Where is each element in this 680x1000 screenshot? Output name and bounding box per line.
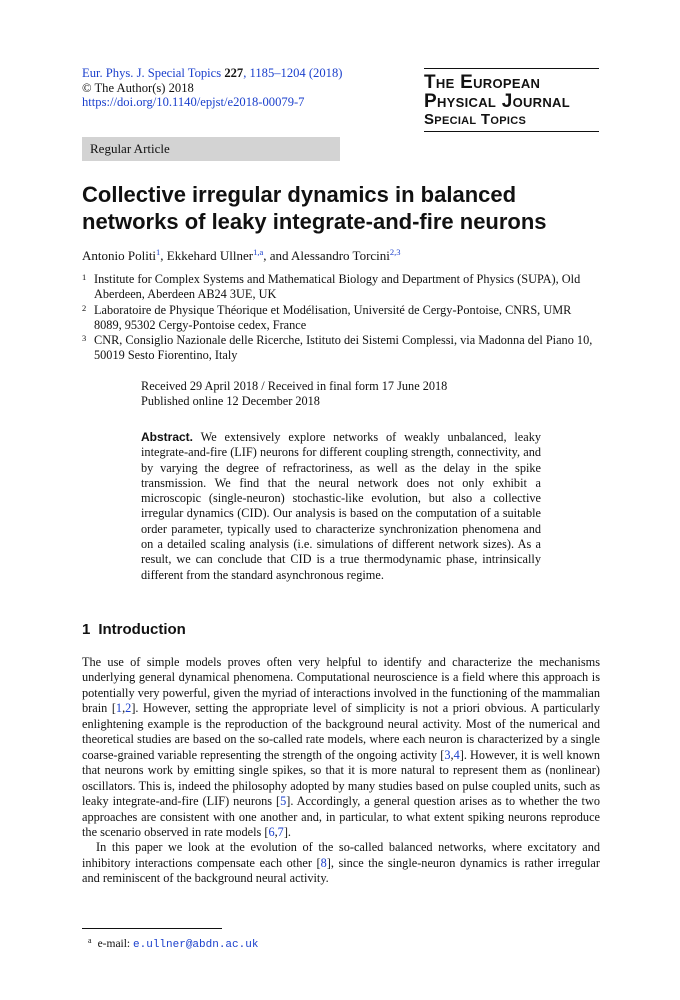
- affiliation-ref[interactable]: 2,3: [389, 247, 401, 257]
- citation-link[interactable]: 7: [277, 824, 284, 839]
- abstract-label: Abstract.: [141, 430, 194, 444]
- journal-link[interactable]: Eur. Phys. J. Special Topics 227, 1185–1204 (2018): [82, 66, 343, 80]
- abstract: [141, 430, 541, 583]
- paper-title: Collective irregular dynamics in balanced networks of leaky integrate-and-fire neurons: [82, 182, 547, 234]
- received-date: Received 29 April 2018 / Received in final form 17 June 2018: [141, 379, 448, 393]
- footnote-divider: [82, 928, 222, 929]
- paragraph: The use of simple models proves often very helpful to identify and characterize the mechanisms underlying general dynamical phenomena. Computational neuroscience is a field where this approach is potentially very powerful, given the myriad of interactions involved in the functioning of the mammalian brain [1,2]. However, setting the appropriate level of simplicity is not a priori obvious. A particularly enlightening example is the reproduction of the background neural activity. Most of the numerical and theoretical studies are based on the so-called rate models, where each neuron is characterized by a single coarse-grained variable representing the strength of the ongoing activity [3,4]. However, it is well known that neurons work by emitting single spikes, so that it is more natural to represent them as (nonlinear) oscillators. This is, indeed the philosophy adopted by many studies based on pulse coupled units, such as leaky integrate-and-fire (LIF) neurons [5]. Accordingly, a general question arises as to whether the two approaches are consistent with one another and, in particular, to what extent spiking neurons reproduce the scenario observed in rate models [6,7].: [82, 655, 600, 839]
- journal-volume: 227: [224, 66, 244, 80]
- citation-link[interactable]: 2: [125, 701, 132, 716]
- affiliation-item: 2 Laboratoire de Physique Théorique et Modélisation, Université de Cergy-Pontoise, CNRS, UMR 8089, 95302 Cergy-Pontoise cedex, France: [82, 302, 572, 332]
- footnote: [82, 934, 258, 952]
- citation-link[interactable]: 1: [115, 701, 123, 716]
- citation-link[interactable]: 5: [280, 794, 287, 809]
- journal-citation: [82, 66, 342, 110]
- author-name: Alessandro Torcini: [291, 248, 390, 263]
- citation-link[interactable]: 3: [444, 747, 451, 762]
- citation-link[interactable]: 4: [453, 747, 460, 762]
- paragraph: In this paper we look at the evolution of the so-called balanced networks, where excitatory and inhibitory interactions compensate each other [8], since the single-neuron dynamics is rather irregular and reminiscent of the background neural activity.: [82, 840, 600, 886]
- journal-logo-line2: Physical Journal: [424, 91, 570, 112]
- publication-dates: [141, 379, 447, 410]
- footnote-label: e-mail:: [97, 938, 131, 950]
- author-list: Antonio Politi$^1$, Ekkehard Ullner$^{1,a}$, and Alessandro Torcini$^{2,3}$: [82, 247, 401, 263]
- affiliation-list: [82, 272, 602, 364]
- section-heading: [82, 621, 186, 639]
- journal-logo-line1: The European: [424, 72, 541, 93]
- journal-logo-line3: Special Topics: [424, 111, 527, 128]
- article-type-banner: Regular Article: [82, 137, 340, 161]
- doi-link[interactable]: https://doi.org/10.1140/epjst/e2018-00079-7: [82, 95, 305, 110]
- journal-logo: [424, 68, 599, 132]
- section-number: 1: [82, 621, 91, 638]
- footnote-mark: a: [88, 936, 92, 945]
- abstract-text: We extensively explore networks of weakly unbalanced, leaky integrate-and-fire (LIF) neurons for different coupling strength, connectivity, and by varying the degree of refractoriness, as well as the delay in the spike transmission. We find that the neural network does not only exhibit a microscopic (single-neuron) stochastic-like evolution, but also a collective irregular dynamics (CID). Our analysis is based on the computation of a suitable order parameter, typically used to characterize synchronization phenomena and on a detailed scaling analysis (i.e. simulations of different network sizes). As a result, we can conclude that CID is a true thermodynamic phase, intrinsically different from the standard asynchronous regime.: [141, 430, 541, 582]
- affiliation-item: 1 Institute for Complex Systems and Mathematical Biology and Department of Physics (SUPA), Old Aberdeen, Aberdeen AB24 3UE, UK: [82, 272, 581, 302]
- author-name: Ekkehard Ullner: [166, 248, 254, 263]
- author-name: Antonio Politi: [82, 248, 157, 263]
- citation-link[interactable]: 6: [268, 824, 275, 839]
- copyright-notice: © The Author(s) 2018: [82, 80, 194, 95]
- affiliation-ref[interactable]: 1,a: [253, 247, 264, 257]
- citation-link[interactable]: 8: [320, 855, 327, 870]
- affiliation-item: 3 CNR, Consiglio Nazionale delle Ricerche, Istituto dei Sistemi Complessi, via Madonna del Piano 10, 50019 Sesto Fiorentino, Italy: [82, 333, 593, 363]
- email-link[interactable]: e.ullner@abdn.ac.uk: [133, 939, 259, 951]
- body-text: [82, 655, 600, 887]
- section-title: Introduction: [98, 621, 186, 638]
- published-date: Published online 12 December 2018: [141, 394, 320, 409]
- affiliation-ref[interactable]: 1: [156, 247, 161, 257]
